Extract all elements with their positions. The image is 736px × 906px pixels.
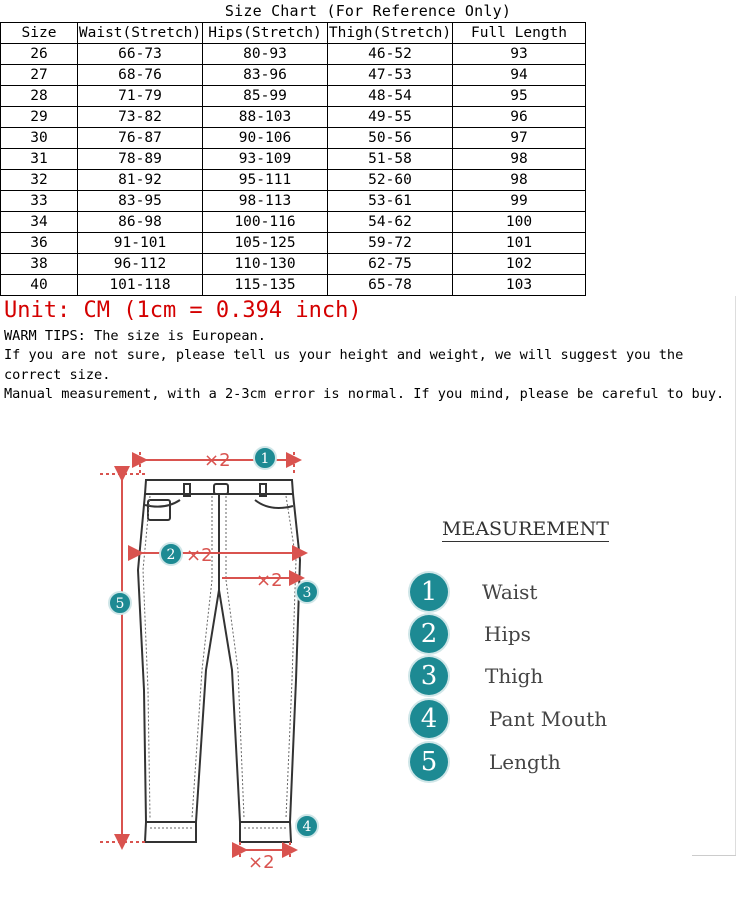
marker-2 (160, 543, 182, 565)
times-two-label: ×2 (204, 450, 231, 471)
marker-3 (296, 581, 318, 603)
table-cell: 97 (453, 128, 586, 149)
table-cell: 85-99 (203, 86, 328, 107)
table-cell: 31 (1, 149, 78, 170)
size-table (0, 22, 586, 296)
table-cell: 94 (453, 65, 586, 86)
legend-number: 2 (410, 615, 448, 653)
column-header: Waist(Stretch) (78, 23, 203, 44)
table-cell: 83-96 (203, 65, 328, 86)
table-cell: 115-135 (203, 275, 328, 296)
table-cell: 95 (453, 86, 586, 107)
table-cell: 98 (453, 170, 586, 191)
tip-line: If you are not sure, please tell us your height and weight, we will suggest you the correct size. (4, 347, 692, 383)
times-two-label: ×2 (248, 852, 275, 873)
table-cell: 53-61 (328, 191, 453, 212)
table-cell: 36 (1, 233, 78, 254)
legend-number: 4 (410, 700, 448, 738)
table-row (1, 191, 586, 212)
table-cell: 32 (1, 170, 78, 191)
marker-4 (296, 815, 318, 837)
table-cell: 66-73 (78, 44, 203, 65)
table-row (1, 149, 586, 170)
table-cell: 26 (1, 44, 78, 65)
legend-label: Waist (482, 580, 538, 604)
table-cell: 40 (1, 275, 78, 296)
column-header: Hips(Stretch) (203, 23, 328, 44)
table-cell: 100-116 (203, 212, 328, 233)
table-cell: 110-130 (203, 254, 328, 275)
column-header: Full Length (453, 23, 586, 44)
table-cell: 59-72 (328, 233, 453, 254)
marker-5 (109, 592, 131, 614)
table-row (1, 86, 586, 107)
table-cell: 103 (453, 275, 586, 296)
table-cell: 46-52 (328, 44, 453, 65)
table-cell: 78-89 (78, 149, 203, 170)
table-cell: 105-125 (203, 233, 328, 254)
table-cell: 80-93 (203, 44, 328, 65)
legend-item-pant-mouth (410, 699, 607, 739)
table-cell: 102 (453, 254, 586, 275)
table-cell: 71-79 (78, 86, 203, 107)
legend-title: MEASUREMENT (442, 518, 609, 540)
svg-text:1: 1 (260, 451, 270, 467)
table-cell: 91-101 (78, 233, 203, 254)
table-cell: 65-78 (328, 275, 453, 296)
legend-label: Hips (484, 622, 531, 646)
table-cell: 76-87 (78, 128, 203, 149)
table-cell: 54-62 (328, 212, 453, 233)
table-cell: 73-82 (78, 107, 203, 128)
marker-1 (254, 447, 276, 469)
table-cell: 93-109 (203, 149, 328, 170)
tip-line: WARM TIPS: The size is European. (4, 328, 266, 344)
table-cell: 100 (453, 212, 586, 233)
table-header-row (1, 23, 586, 44)
size-chart-title: Size Chart (For Reference Only) (224, 2, 512, 20)
table-cell: 81-92 (78, 170, 203, 191)
table-cell: 101 (453, 233, 586, 254)
column-header: Size (1, 23, 78, 44)
table-cell: 28 (1, 86, 78, 107)
table-cell: 86-98 (78, 212, 203, 233)
legend-number: 3 (410, 657, 448, 695)
table-cell: 30 (1, 128, 78, 149)
legend-item-waist (410, 572, 537, 612)
legend-label: Thigh (485, 664, 544, 688)
table-cell: 90-106 (203, 128, 328, 149)
table-cell: 83-95 (78, 191, 203, 212)
table-row (1, 212, 586, 233)
table-cell: 98-113 (203, 191, 328, 212)
table-cell: 98 (453, 149, 586, 170)
svg-text:3: 3 (302, 585, 312, 601)
table-cell: 51-58 (328, 149, 453, 170)
table-cell: 47-53 (328, 65, 453, 86)
table-row (1, 170, 586, 191)
table-row (1, 107, 586, 128)
table-row (1, 65, 586, 86)
times-two-label: ×2 (256, 570, 283, 591)
table-cell: 99 (453, 191, 586, 212)
legend-label: Pant Mouth (489, 707, 608, 731)
pants-outline (138, 480, 300, 842)
table-row (1, 128, 586, 149)
table-cell: 29 (1, 107, 78, 128)
svg-text:4: 4 (302, 819, 312, 835)
column-header: Thigh(Stretch) (328, 23, 453, 44)
table-cell: 27 (1, 65, 78, 86)
table-cell: 48-54 (328, 86, 453, 107)
tips-block (4, 327, 730, 404)
svg-text:5: 5 (115, 596, 125, 612)
table-cell: 38 (1, 254, 78, 275)
table-row (1, 254, 586, 275)
table-cell: 93 (453, 44, 586, 65)
unit-note: Unit: CM (1cm = 0.394 inch) (4, 298, 362, 323)
tip-line: Manual measurement, with a 2-3cm error is normal. If you mind, please be careful to buy. (4, 385, 725, 402)
table-cell: 95-111 (203, 170, 328, 191)
times-two-label: ×2 (186, 545, 213, 566)
legend-item-hips (410, 614, 531, 654)
table-cell: 49-55 (328, 107, 453, 128)
table-cell: 52-60 (328, 170, 453, 191)
table-row (1, 233, 586, 254)
divider (692, 855, 736, 856)
table-cell: 34 (1, 212, 78, 233)
svg-text:2: 2 (166, 547, 176, 563)
legend-number: 1 (410, 573, 448, 611)
table-cell: 62-75 (328, 254, 453, 275)
table-cell: 68-76 (78, 65, 203, 86)
table-cell: 101-118 (78, 275, 203, 296)
table-cell: 50-56 (328, 128, 453, 149)
table-cell: 88-103 (203, 107, 328, 128)
pants-diagram (0, 430, 340, 880)
table-cell: 96-112 (78, 254, 203, 275)
legend-number: 5 (410, 743, 448, 781)
legend-label: Length (489, 750, 561, 774)
table-cell: 96 (453, 107, 586, 128)
table-row (1, 275, 586, 296)
table-row (1, 44, 586, 65)
legend-item-length (410, 742, 561, 782)
legend-item-thigh (410, 656, 543, 696)
table-cell: 33 (1, 191, 78, 212)
